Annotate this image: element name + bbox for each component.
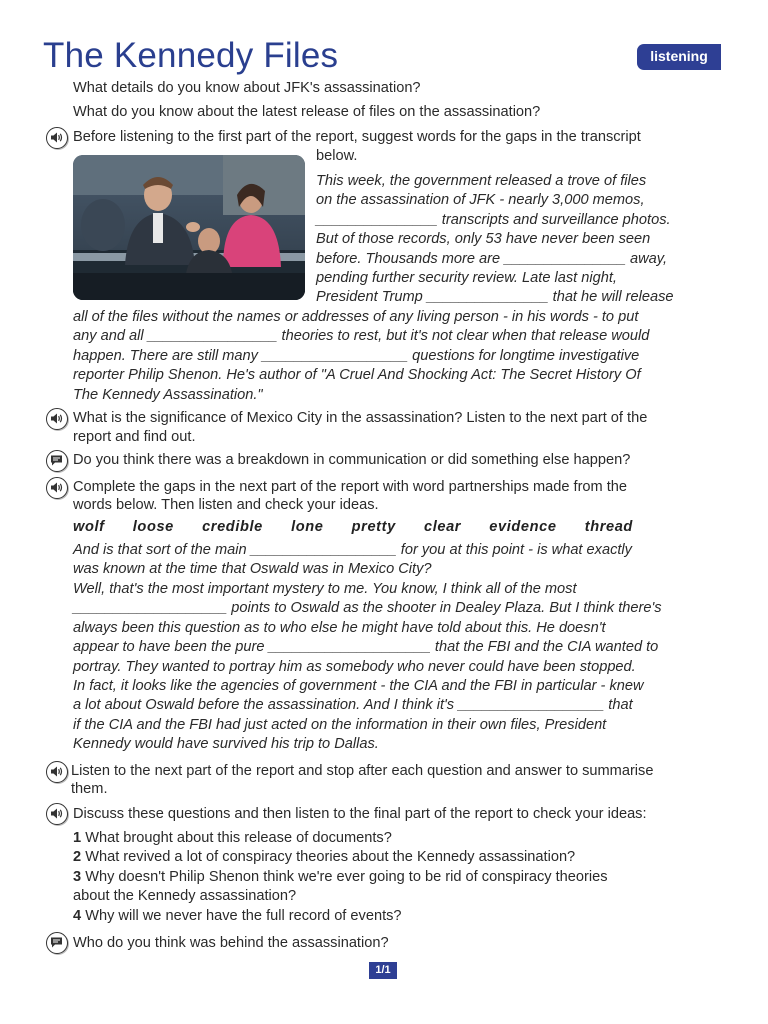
task-2-instruction-cont: report and find out. [73, 429, 196, 445]
task-1-instruction: Before listening to the first part of the report, suggest words for the gaps in the transcript [73, 129, 641, 145]
transcript-2-line: In fact, it looks like the agencies of government - the CIA and the FBI in particular - knew [73, 678, 644, 694]
transcript-2-line: Well, that's the most important mystery to me. You know, I think all of the most [73, 581, 577, 597]
transcript-2-line: if the CIA and the FBI had just acted on the information in their own files, President [73, 717, 607, 733]
transcript-1-line: happen. There are still many __________________ questions for longtime investigative [73, 348, 640, 364]
discussion-question: 3 Why doesn't Philip Shenon think we're ever going to be rid of conspiracy theories [73, 869, 608, 885]
word-bank [73, 519, 633, 535]
task-4-instruction: Complete the gaps in the next part of the report with word partnerships made from the [73, 479, 628, 495]
speaker-icon[interactable] [46, 477, 68, 499]
transcript-1-line: This week, the government released a trove of files [316, 173, 647, 189]
task-2-instruction: What is the significance of Mexico City in the assassination? Listen to the next part of the [73, 410, 648, 426]
speaker-icon[interactable] [46, 803, 68, 825]
speaker-icon[interactable] [46, 127, 68, 149]
task-3-instruction: Do you think there was a breakdown in communication or did something else happen? [73, 452, 631, 468]
task-5-instruction: Listen to the next part of the report and stop after each question and answer to summarise [71, 763, 654, 779]
motorcade-photo [73, 155, 305, 300]
task-5-instruction-cont: them. [71, 781, 108, 797]
speaker-icon[interactable] [46, 761, 68, 783]
transcript-1-line: before. Thousands more are _______________ away, [316, 251, 668, 267]
transcript-2-line: appear to have been the pure ____________________ that the FBI and the CIA wanted to [73, 639, 659, 655]
word-bank-item: wolf [73, 519, 105, 535]
word-bank-item: pretty [351, 519, 396, 535]
word-bank-item: lone [291, 519, 324, 535]
word-bank-item: credible [202, 519, 263, 535]
question-1: What details do you know about JFK's assassination? [73, 80, 421, 96]
discussion-question-cont: about the Kennedy assassination? [73, 888, 297, 904]
task-4-instruction-cont: words below. Then listen and check your ideas. [73, 497, 379, 513]
page-number: 1/1 [369, 962, 397, 979]
discussion-question: 2 What revived a lot of conspiracy theories about the Kennedy assassination? [73, 849, 576, 865]
speech-bubble-icon [46, 932, 68, 954]
transcript-1-line: all of the files without the names or addresses of any living person - in his words - to put [73, 309, 639, 325]
transcript-2-line: a lot about Oswald before the assassination. And I think it's __________________ that [73, 697, 633, 713]
transcript-2-line: portray. They wanted to portray him as somebody who never could have been stopped. [73, 659, 636, 675]
discussion-question: 4 Why will we never have the full record of events? [73, 908, 402, 924]
transcript-1-line: pending further security review. Late last night, [316, 270, 617, 286]
transcript-1-line: any and all ________________ theories to rest, but it's not clear when that release would [73, 328, 650, 344]
transcript-2-line: was known at the time that Oswald was in Mexico City? [73, 561, 432, 577]
transcript-1-line: _______________ transcripts and surveillance photos. [316, 212, 671, 228]
transcript-1-line: on the assassination of JFK - nearly 3,000 memos, [316, 192, 645, 208]
question-2: What do you know about the latest release of files on the assassination? [73, 104, 541, 120]
transcript-2-line: always been this question as to who else he might have told about this. He doesn't [73, 620, 606, 636]
transcript-2-line: And is that sort of the main __________________ for you at this point - is what exactly [73, 542, 632, 558]
discussion-question: 1 What brought about this release of documents? [73, 830, 392, 846]
transcript-1-line: The Kennedy Assassination." [73, 387, 263, 403]
word-bank-item: evidence [489, 519, 557, 535]
word-bank-item: loose [132, 519, 174, 535]
transcript-1-line: But of those records, only 53 have never been seen [316, 231, 651, 247]
speech-bubble-icon [46, 450, 68, 472]
word-bank-item: clear [424, 519, 462, 535]
task-1-instruction-cont: below. [316, 148, 358, 164]
transcript-1-line: reporter Philip Shenon. He's author of "A Cruel And Shocking Act: The Secret History Of [73, 367, 641, 383]
task-6-instruction: Discuss these questions and then listen to the final part of the report to check your ideas: [73, 806, 647, 822]
speaker-icon[interactable] [46, 408, 68, 430]
listening-badge: listening [637, 44, 721, 70]
transcript-2-line: Kennedy would have survived his trip to Dallas. [73, 736, 379, 752]
task-7-instruction: Who do you think was behind the assassination? [73, 935, 389, 951]
transcript-1-line: President Trump _______________ that he will release [316, 289, 674, 305]
transcript-2-line: ___________________ points to Oswald as the shooter in Dealey Plaza. But I think there's [73, 600, 662, 616]
page-title: The Kennedy Files [43, 36, 339, 75]
word-bank-item: thread [584, 519, 633, 535]
